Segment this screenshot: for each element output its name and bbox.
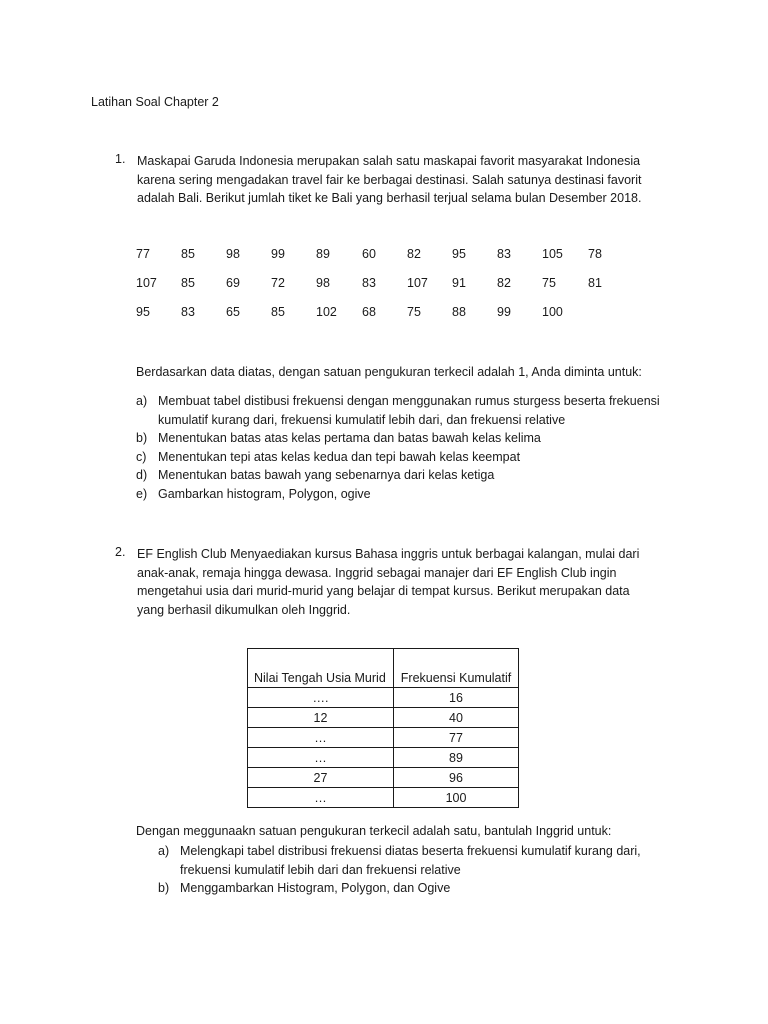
- list-item: [158, 842, 678, 879]
- table-row: [248, 768, 519, 788]
- data-cell: 89: [316, 247, 330, 261]
- task-label: c): [136, 449, 147, 464]
- task-text: Menggambarkan Histogram, Polygon, dan Ogive: [180, 881, 451, 895]
- data-cell: 107: [407, 276, 428, 290]
- task-text: Melengkapi tabel distribusi frekuensi diatas beserta frekuensi kumulatif kurang dari, frekuensi kumulatif lebih dari dan frekuensi relative: [180, 844, 641, 877]
- cumulative-frequency-table: [247, 648, 519, 808]
- question-2-number: 2.: [115, 545, 126, 559]
- table-cell: …: [248, 788, 394, 808]
- task-text: Gambarkan histogram, Polygon, ogive: [158, 486, 371, 501]
- question-2-instruction: Dengan meggunaakn satuan pengukuran terkecil adalah satu, bantulah Inggrid untuk:: [136, 824, 612, 838]
- task-text: Membuat tabel distibusi frekuensi dengan menggunakan rumus sturgess beserta frekuensi kumulatif kurang dari, frekuensi kumulatif lebih dari, dan frekuensi relative: [158, 394, 660, 427]
- data-cell: 99: [271, 247, 285, 261]
- question-1-text: Maskapai Garuda Indonesia merupakan salah satu maskapai favorit masyarakat Indonesia karena sering mengadakan travel fair ke berbagai destinasi. Salah satunya destinasi favorit adalah Bali. Berikut jumlah tiket ke Bali yang berhasil terjual selama bulan Desember 2018.: [137, 154, 642, 205]
- question-2-text: EF English Club Menyaediakan kursus Bahasa inggris untuk berbagai kalangan, mulai dari anak-anak, remaja hingga dewasa. Inggrid sebagai manajer dari EF English Club ingin mengetahui usia dari murid-murid yang belajar di tempat kursus. Berikut merupakan data yang berhasil dikumulkan oleh Inggrid.: [137, 547, 640, 617]
- table-cell: 40: [394, 708, 519, 728]
- question-1-number: 1.: [115, 152, 126, 166]
- table-row: [248, 728, 519, 748]
- data-cell: 77: [136, 247, 150, 261]
- data-cell: 100: [542, 305, 563, 319]
- data-cell: 69: [226, 276, 240, 290]
- list-item: [136, 392, 676, 429]
- data-cell: 102: [316, 305, 337, 319]
- list-item: [136, 485, 676, 504]
- task-text: Menentukan tepi atas kelas kedua dan tepi bawah kelas keempat: [158, 449, 521, 464]
- data-cell: 75: [407, 305, 421, 319]
- data-cell: 88: [452, 305, 466, 319]
- data-cell: 85: [271, 305, 285, 319]
- table-cell: ….: [248, 688, 394, 708]
- table-row: [248, 708, 519, 728]
- data-cell: 82: [407, 247, 421, 261]
- table-cell: 100: [394, 788, 519, 808]
- task-label: d): [136, 468, 148, 482]
- data-cell: 83: [362, 276, 376, 290]
- data-cell: 85: [181, 247, 195, 261]
- table-row: [248, 688, 519, 708]
- data-cell: 107: [136, 276, 157, 290]
- question-2-task-list: [158, 842, 678, 898]
- table-cell: 96: [394, 768, 519, 788]
- list-item: [136, 466, 676, 485]
- data-cell: 105: [542, 247, 563, 261]
- data-cell: 83: [181, 305, 195, 319]
- table-cell: 77: [394, 728, 519, 748]
- data-cell: 82: [497, 276, 511, 290]
- data-cell: 72: [271, 276, 285, 290]
- data-cell: 99: [497, 305, 511, 319]
- data-cell: 98: [316, 276, 330, 290]
- task-text: Menentukan batas bawah yang sebenarnya dari kelas ketiga: [158, 468, 495, 482]
- task-label: b): [158, 881, 170, 895]
- list-item: [136, 429, 676, 448]
- data-cell: 60: [362, 247, 376, 261]
- data-cell: 95: [452, 247, 466, 261]
- data-cell: 78: [588, 247, 602, 261]
- data-cell: 95: [136, 305, 150, 319]
- table-cell: 16: [394, 688, 519, 708]
- task-text: Menentukan batas atas kelas pertama dan batas bawah kelas kelima: [158, 431, 541, 445]
- data-cell: 75: [542, 276, 556, 290]
- list-item: [158, 879, 678, 898]
- table-row: [248, 788, 519, 808]
- question-1-instruction: Berdasarkan data diatas, dengan satuan pengukuran terkecil adalah 1, Anda diminta untuk:: [136, 365, 642, 379]
- task-label: e): [136, 486, 148, 501]
- data-cell: 68: [362, 305, 376, 319]
- data-cell: 98: [226, 247, 240, 261]
- data-cell: 81: [588, 276, 602, 290]
- table-cell: 89: [394, 748, 519, 768]
- data-cell: 91: [452, 276, 466, 290]
- table-cell: 12: [248, 708, 394, 728]
- table-row: [248, 748, 519, 768]
- table-header-cell: Frekuensi Kumulatif: [394, 649, 519, 688]
- list-item: [136, 448, 676, 467]
- table-header-cell: Nilai Tengah Usia Murid: [248, 649, 394, 688]
- data-cell: 85: [181, 276, 195, 290]
- question-1-task-list: [136, 392, 676, 503]
- task-label: a): [136, 394, 148, 408]
- table-header-row: [248, 649, 519, 688]
- data-cell: 65: [226, 305, 240, 319]
- task-label: a): [158, 844, 170, 858]
- document-title: Latihan Soal Chapter 2: [91, 95, 219, 109]
- data-cell: 83: [497, 247, 511, 261]
- table-cell: …: [248, 748, 394, 768]
- table-cell: …: [248, 728, 394, 748]
- task-label: b): [136, 431, 148, 445]
- table-cell: 27: [248, 768, 394, 788]
